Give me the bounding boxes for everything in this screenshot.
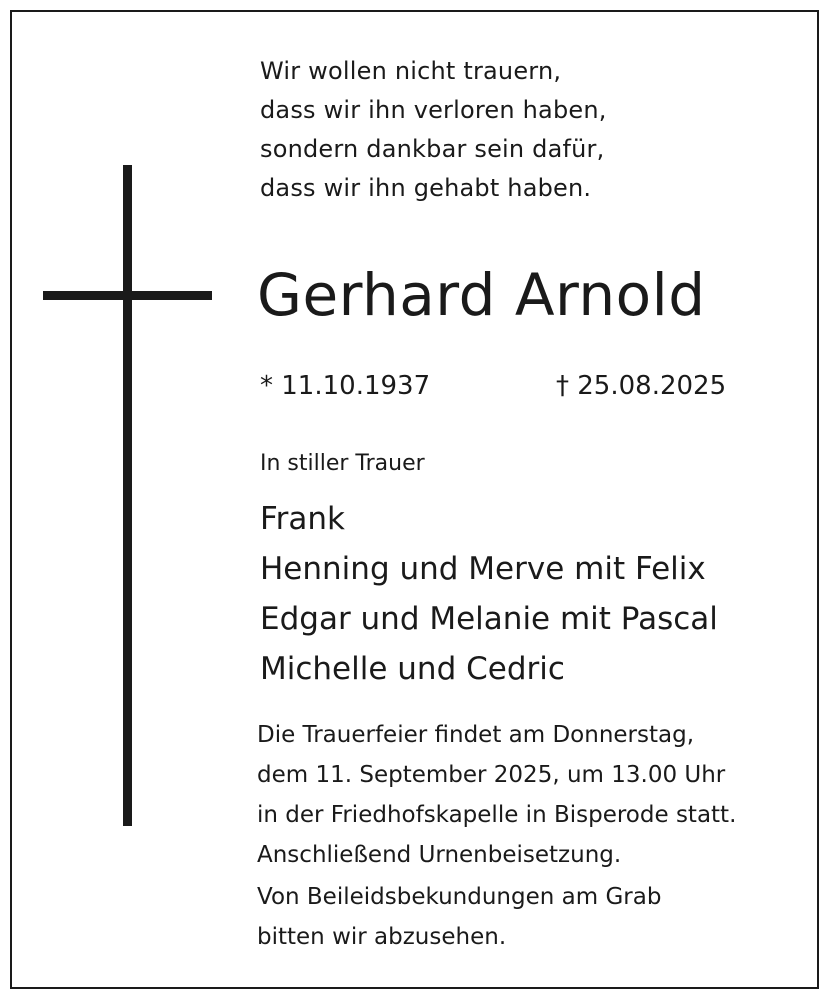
request-line: Von Beileidsbekundungen am Grab bbox=[257, 884, 662, 910]
ceremony-line: Anschließend Urnenbeisetzung. bbox=[257, 842, 622, 868]
poem-line: Wir wollen nicht trauern, bbox=[260, 57, 562, 85]
ceremony-info bbox=[257, 715, 736, 875]
cross-vertical-bar bbox=[123, 165, 132, 826]
mourning-intro: In stiller Trauer bbox=[260, 451, 425, 476]
cross-horizontal-bar bbox=[43, 291, 212, 300]
mourner-entry: Edgar und Melanie mit Pascal bbox=[260, 601, 718, 637]
poem-line: dass wir ihn verloren haben, bbox=[260, 96, 607, 124]
mourner-entry: Henning und Merve mit Felix bbox=[260, 551, 706, 587]
ceremony-line: Die Trauerfeier findet am Donnerstag, bbox=[257, 722, 695, 748]
poem-line: dass wir ihn gehabt haben. bbox=[260, 174, 592, 202]
condolence-request bbox=[257, 877, 661, 957]
poem-line: sondern dankbar sein dafür, bbox=[260, 135, 605, 163]
birth-date: * 11.10.1937 bbox=[260, 371, 431, 401]
mourners-list bbox=[260, 494, 718, 694]
death-date: † 25.08.2025 bbox=[556, 371, 727, 401]
request-line: bitten wir abzusehen. bbox=[257, 924, 507, 950]
mourner-entry: Frank bbox=[260, 501, 345, 537]
ceremony-line: in der Friedhofskapelle in Bisperode statt. bbox=[257, 802, 737, 828]
ceremony-line: dem 11. September 2025, um 13.00 Uhr bbox=[257, 762, 726, 788]
mourner-entry: Michelle und Cedric bbox=[260, 651, 565, 687]
deceased-name: Gerhard Arnold bbox=[257, 261, 706, 329]
poem bbox=[260, 52, 607, 208]
